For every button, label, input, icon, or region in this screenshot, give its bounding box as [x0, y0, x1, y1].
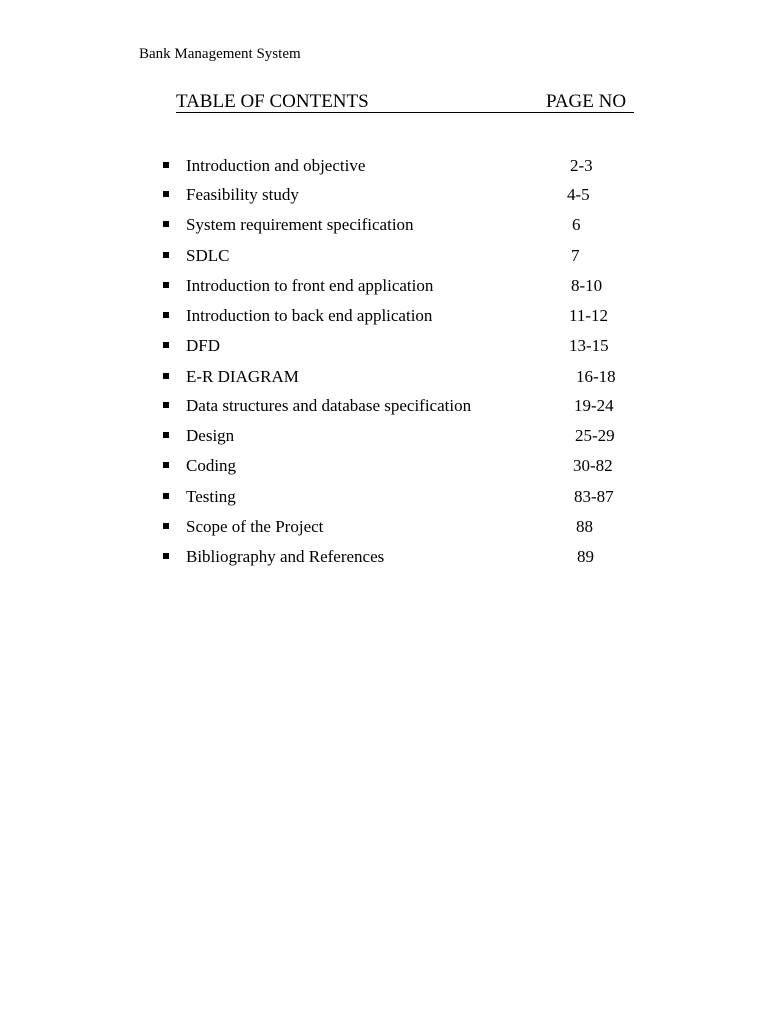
toc-entry [0, 335, 768, 357]
toc-entry [0, 155, 768, 177]
toc-entry-page: 8-10 [571, 276, 603, 295]
toc-entry [0, 305, 768, 327]
toc-entry [0, 275, 768, 297]
toc-entry-page: 25-29 [575, 426, 615, 445]
toc-entry-label: SDLC [186, 246, 230, 265]
toc-entry [0, 214, 768, 236]
square-bullet-icon [163, 312, 169, 318]
square-bullet-icon [163, 191, 169, 197]
toc-entry [0, 425, 768, 447]
toc-entry-page: 4-5 [567, 185, 590, 204]
toc-entry-page: 16-18 [576, 367, 616, 386]
toc-entry [0, 245, 768, 267]
toc-entry-label: Introduction to front end application [186, 276, 434, 295]
toc-entry-label: Feasibility study [186, 185, 299, 204]
toc-entry-label: E-R DIAGRAM [186, 367, 299, 386]
toc-entry-label: Introduction to back end application [186, 306, 433, 325]
toc-entry-page: 83-87 [574, 487, 614, 506]
toc-entry-page: 2-3 [570, 156, 593, 175]
toc-entry [0, 455, 768, 477]
square-bullet-icon [163, 402, 169, 408]
square-bullet-icon [163, 162, 169, 168]
toc-entry [0, 184, 768, 206]
toc-entry-label: Bibliography and References [186, 547, 385, 566]
toc-entry-page: 6 [572, 215, 581, 234]
toc-entry-label: Scope of the Project [186, 517, 324, 536]
toc-entry-page: 30-82 [573, 456, 613, 475]
square-bullet-icon [163, 493, 169, 499]
toc-entry-page: 89 [577, 547, 594, 566]
square-bullet-icon [163, 282, 169, 288]
toc-entry-page: 19-24 [574, 396, 614, 415]
toc-heading: TABLE OF CONTENTS [176, 91, 369, 112]
square-bullet-icon [163, 373, 169, 379]
running-header: Bank Management System [139, 46, 301, 62]
square-bullet-icon [163, 523, 169, 529]
toc-entry-page: 13-15 [569, 336, 609, 355]
toc-entry-label: Testing [186, 487, 236, 506]
toc-entry-label: System requirement specification [186, 215, 414, 234]
toc-entry-label: Coding [186, 456, 237, 475]
square-bullet-icon [163, 462, 169, 468]
toc-entry-label: Design [186, 426, 235, 445]
toc-entry-page: 11-12 [569, 306, 609, 325]
square-bullet-icon [163, 432, 169, 438]
square-bullet-icon [163, 221, 169, 227]
square-bullet-icon [163, 252, 169, 258]
toc-entry-label: Data structures and database specification [186, 396, 472, 415]
square-bullet-icon [163, 553, 169, 559]
square-bullet-icon [163, 342, 169, 348]
page-number-heading: PAGE NO [546, 91, 627, 112]
toc-entry-label: Introduction and objective [186, 156, 366, 175]
toc-entry [0, 366, 768, 388]
toc-entry-label: DFD [186, 336, 221, 355]
toc-entry-page: 88 [576, 517, 593, 536]
toc-entry [0, 546, 768, 568]
toc-entry [0, 486, 768, 508]
toc-entry-page: 7 [571, 246, 580, 265]
toc-entry [0, 395, 768, 417]
toc-entry [0, 516, 768, 538]
